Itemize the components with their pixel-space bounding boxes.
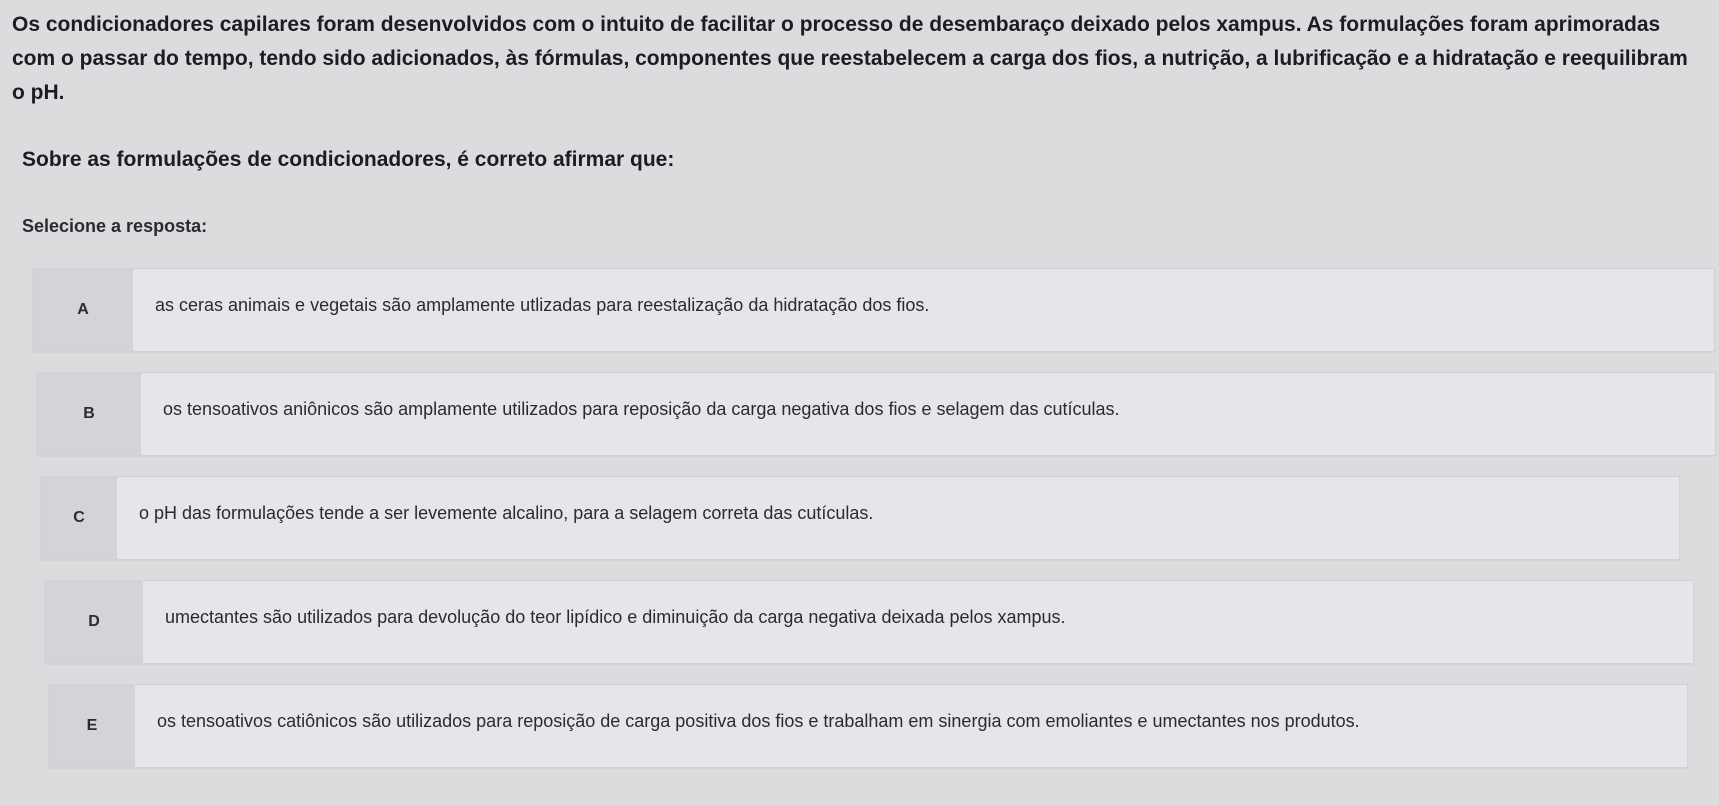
question-line-1: Os condicionadores capilares foram desenvolvidos com o intuito de facilitar o processo de desembaraço deixado pelos xampus. As formulações foram aprimoradas xyxy=(12,13,1661,36)
question-text xyxy=(12,8,1712,110)
answer-option-b[interactable] xyxy=(36,372,1716,456)
answer-option-a[interactable] xyxy=(32,268,1715,352)
option-text-a: as ceras animais e vegetais são amplamente utlizadas para reestalização da hidratação dos fios. xyxy=(155,294,930,315)
answer-option-d[interactable] xyxy=(44,580,1694,664)
option-letter-b: B xyxy=(37,373,141,455)
option-text-d: umectantes são utilizados para devolução do teor lipídico e diminuição da carga negativa deixada pelos xampus. xyxy=(165,606,1066,627)
answer-option-c[interactable] xyxy=(40,476,1680,560)
option-text-e: os tensoativos catiônicos são utilizados para reposição de carga positiva dos fios e trabalham em sinergia com emoliantes e umectantes nos produtos. xyxy=(157,710,1360,731)
option-text-c: o pH das formulações tende a ser levemente alcalino, para a selagem correta das cutículas. xyxy=(139,502,874,523)
question-line-2: com o passar do tempo, tendo sido adicionados, às fórmulas, componentes que reestabelecem a carga dos fios, a nutrição, a lubrificação e a hidratação e reequilibram xyxy=(12,47,1688,70)
option-letter-c: C xyxy=(41,477,117,559)
option-letter-e: E xyxy=(49,685,135,767)
question-line-3: o pH. xyxy=(12,81,65,104)
option-text-b: os tensoativos aniônicos são amplamente utilizados para reposição da carga negativa dos fios e selagem das cutículas. xyxy=(163,398,1120,419)
option-letter-d: D xyxy=(45,581,143,663)
option-letter-a: A xyxy=(33,269,133,351)
select-answer-label: Selecione a resposta: xyxy=(22,216,208,236)
answer-option-e[interactable] xyxy=(48,684,1688,768)
question-prompt: Sobre as formulações de condicionadores, é correto afirmar que: xyxy=(22,148,675,171)
